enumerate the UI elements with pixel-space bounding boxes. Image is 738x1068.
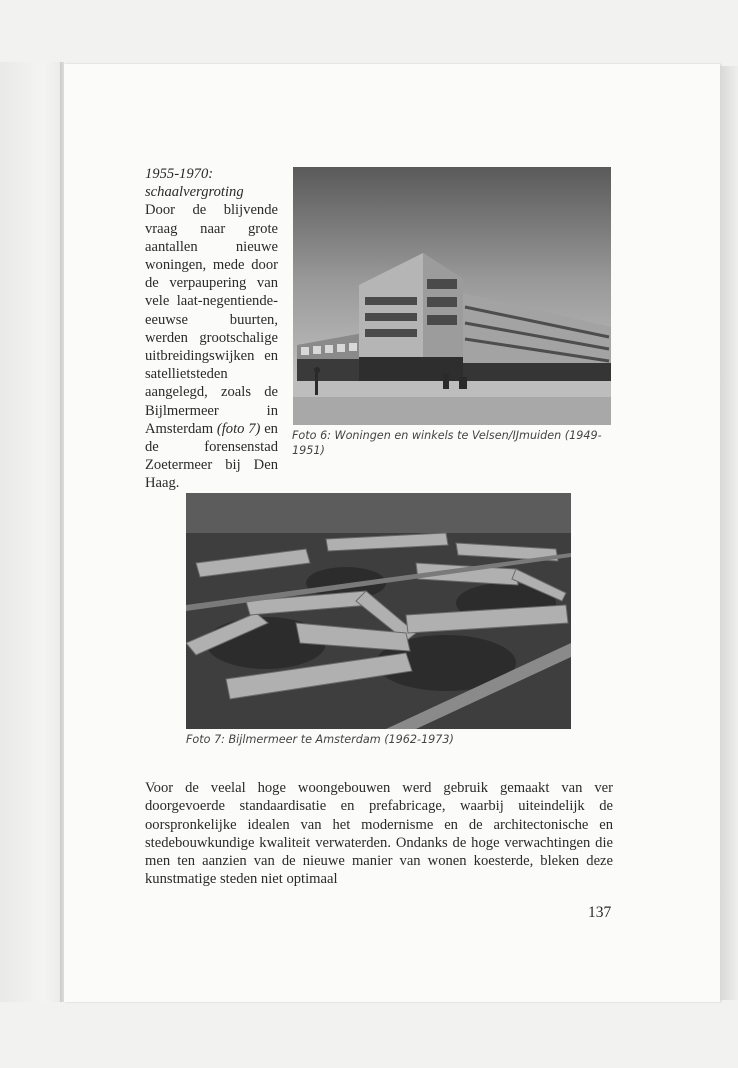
page-number: 137	[588, 904, 612, 921]
facing-page-edge	[0, 62, 62, 1002]
photo7-caption: Foto 7: Bijlmermeer te Amsterdam (1962-1973)	[186, 733, 454, 746]
photo-reference: (foto 7)	[216, 420, 261, 437]
section-heading: 1955-1970: schaalvergroting	[145, 166, 244, 201]
sidebar-section	[145, 165, 278, 493]
body-paragraph: Voor de veelal hoge woongebouwen werd gebruik gemaakt van ver doorgevoerde standaardisatie en prefabricage, waarbij uiteindelijk de oorspronkelijke idealen van het modernisme en de architectonische en stedebouwkundige kwaliteit verwaterden. Ondanks de hoge verwachtingen die men ten aanzien van de nieuwe manier van wonen koesterde, bleken deze kunstmatige steden niet optimaal	[145, 780, 613, 888]
page-stack-edge	[720, 66, 738, 1000]
sidebar-paragraph-end: en de forensenstad Zoetermeer bij Den Haag.	[145, 420, 278, 492]
photo-bijlmermeer	[186, 493, 571, 729]
photo6-caption: Foto 6: Woningen en winkels te Velsen/IJmuiden (1949-1951)	[292, 429, 602, 457]
photo-velsen-ijmuiden	[293, 167, 611, 425]
sidebar-paragraph-start: Door de blijvende vraag naar grote aantallen nieuwe woningen, mede door de verpaupering van vele laat-negentiende-eeuwse buurten, werden grootschalige uitbreidingswijken en satellietsteden aangelegd, zoals de Bijlmermeer in Amsterdam	[145, 202, 278, 437]
